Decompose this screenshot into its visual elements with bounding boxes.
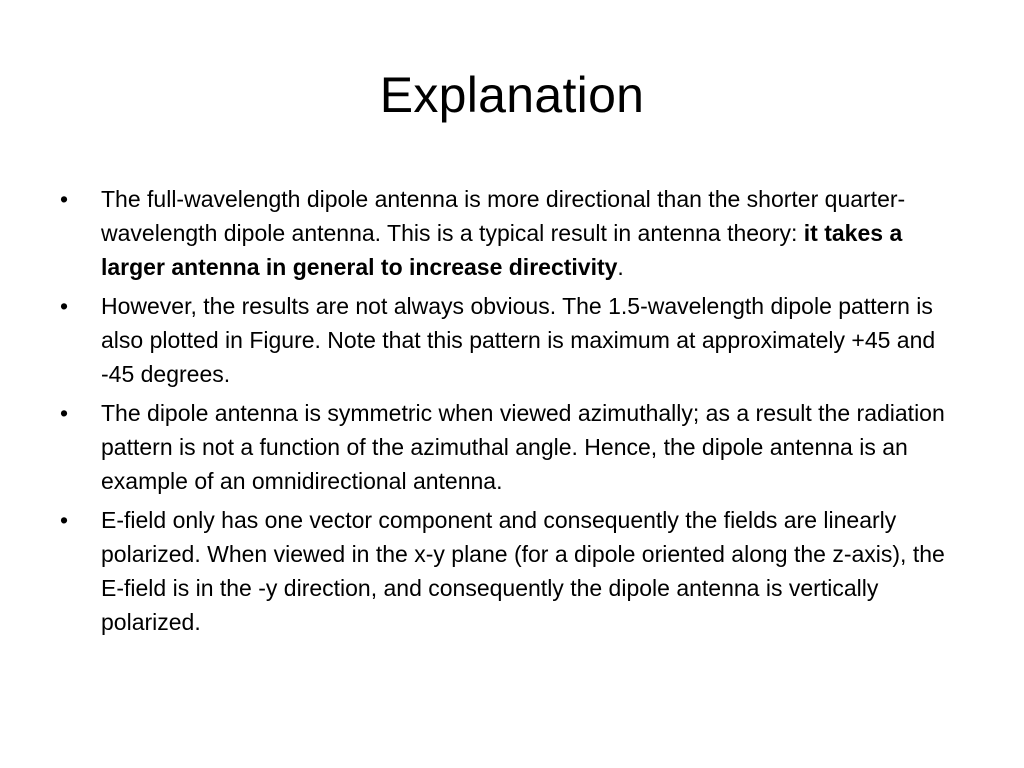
bullet-item-polarization (60, 503, 960, 639)
bullet-icon: • (60, 400, 69, 426)
bullet-item-pattern (60, 289, 960, 391)
bullet-text: However, the results are not always obvious. The 1.5-wavelength dipole pattern is also plotted in Figure. Note that this pattern is maximum at approximately +45 and -45 degrees. (101, 293, 936, 387)
bullet-icon: • (60, 186, 69, 212)
bullet-item-directivity (60, 182, 960, 284)
bullet-text: The full-wavelength dipole antenna is more directional than the shorter quarter-wavelength dipole antenna. This is a typical result in antenna theory: (101, 186, 906, 246)
bullet-bold-text: it takes a larger antenna in general to increase directivity (101, 220, 903, 280)
bullet-icon: • (60, 293, 69, 319)
bullet-text: The dipole antenna is symmetric when viewed azimuthally; as a result the radiation pattern is not a function of the azimuthal angle. Hence, the dipole antenna is an example of an omnidirectional antenna. (101, 400, 945, 494)
bullet-text: E-field only has one vector component and consequently the fields are linearly polarized. When viewed in the x-y plane (for a dipole oriented along the z-axis), the E-field is in the -y direction, and consequently the dipole antenna is vertically polarized. (101, 507, 945, 635)
bullet-item-omnidirectional (60, 396, 960, 498)
slide-title: Explanation (379, 67, 645, 123)
bullet-list (60, 182, 960, 644)
bullet-icon: • (60, 507, 69, 533)
bullet-text-end: . (617, 254, 624, 280)
